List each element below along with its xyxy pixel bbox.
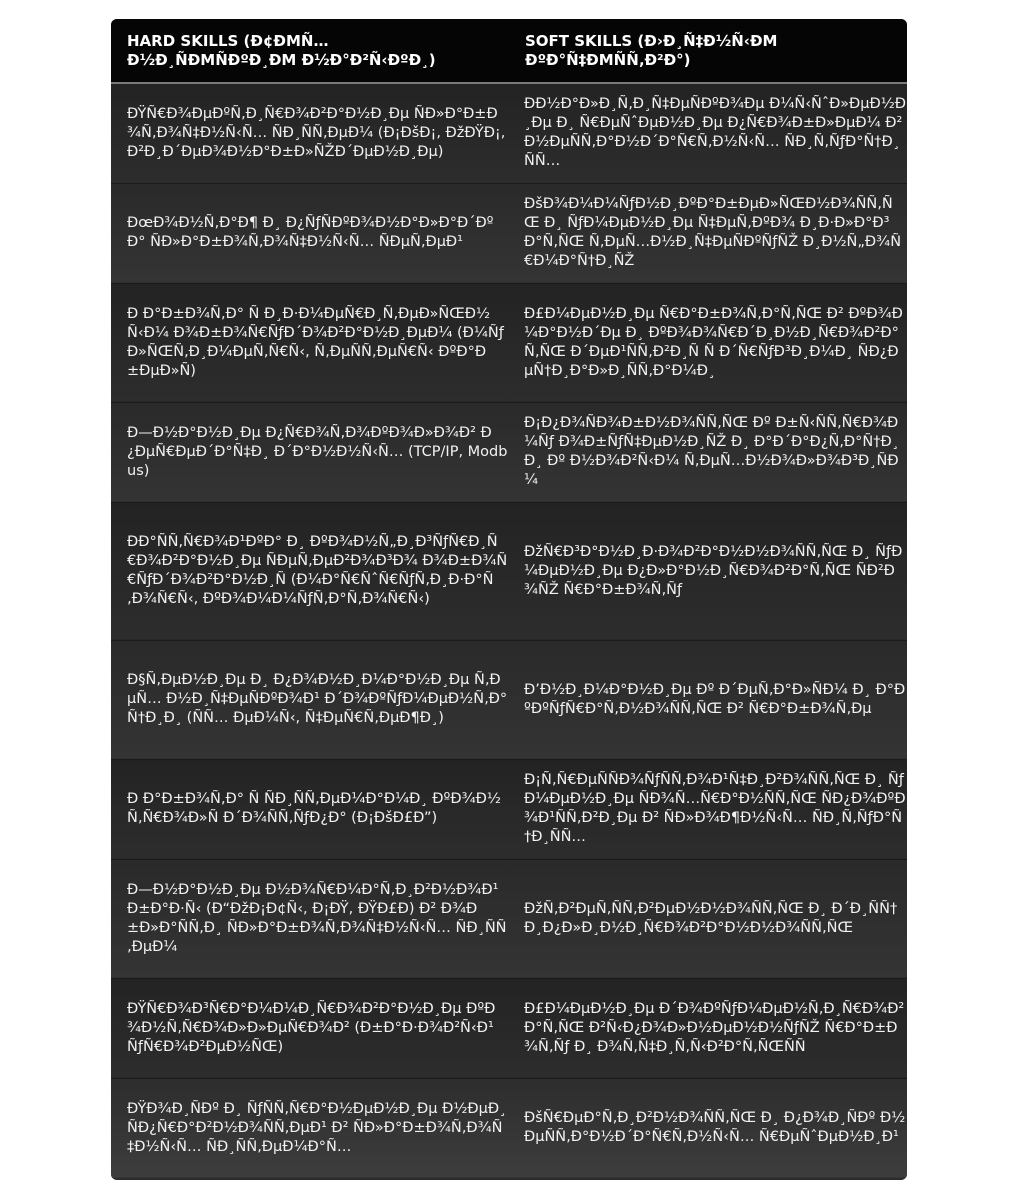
soft-skill-cell: ÐžÑ‚Ð²ÐµÑ‚ÑÑ‚Ð²ÐµÐ½Ð½Ð¾ÑÑ‚ÑŒ Ð¸ Ð´Ð¸ÑÑ†Ð¸Ð¿Ð»Ð¸Ð½Ð¸Ñ€Ð¾Ð²Ð°Ð½Ð½Ð¾ÑÑ‚ÑŒ <box>509 859 907 978</box>
hard-skill-cell: ÐŸÐ¾Ð¸ÑÐº Ð¸ ÑƒÑÑ‚Ñ€Ð°Ð½ÐµÐ½Ð¸Ðµ Ð½ÐµÐ¸ÑÐ¿Ñ€Ð°Ð²Ð½Ð¾ÑÑ‚ÐµÐ¹ Ð² ÑÐ»Ð°Ð±Ð¾Ñ‚Ð¾Ñ‡Ð½Ñ‹Ñ… ÑÐ¸ÑÑ‚ÐµÐ¼Ð°Ñ… <box>111 1078 509 1178</box>
soft-skill-cell: Ð£Ð¼ÐµÐ½Ð¸Ðµ Ð´Ð¾ÐºÑƒÐ¼ÐµÐ½Ñ‚Ð¸Ñ€Ð¾Ð²Ð°Ñ‚ÑŒ Ð²Ñ‹Ð¿Ð¾Ð»Ð½ÐµÐ½Ð½ÑƒÑŽ Ñ€Ð°Ð±Ð¾Ñ‚Ñƒ Ð¸ Ð¾Ñ‚Ñ‡Ð¸Ñ‚Ñ‹Ð²Ð°Ñ‚ÑŒÑÑ <box>509 978 907 1078</box>
hard-skill-cell: Ð Ð°Ð±Ð¾Ñ‚Ð° Ñ ÑÐ¸ÑÑ‚ÐµÐ¼Ð°Ð¼Ð¸ ÐºÐ¾Ð½Ñ‚Ñ€Ð¾Ð»Ñ Ð´Ð¾ÑÑ‚ÑƒÐ¿Ð° (Ð¡ÐšÐ£Ð”) <box>111 759 509 859</box>
hard-skill-cell: ÐŸÑ€Ð¾Ð³Ñ€Ð°Ð¼Ð¼Ð¸Ñ€Ð¾Ð²Ð°Ð½Ð¸Ðµ ÐºÐ¾Ð½Ñ‚Ñ€Ð¾Ð»Ð»ÐµÑ€Ð¾Ð² (Ð±Ð°Ð·Ð¾Ð²Ñ‹Ð¹ ÑƒÑ€Ð¾Ð²ÐµÐ½ÑŒ) <box>111 978 509 1078</box>
soft-skill-cell: ÐžÑ€Ð³Ð°Ð½Ð¸Ð·Ð¾Ð²Ð°Ð½Ð½Ð¾ÑÑ‚ÑŒ Ð¸ ÑƒÐ¼ÐµÐ½Ð¸Ðµ Ð¿Ð»Ð°Ð½Ð¸Ñ€Ð¾Ð²Ð°Ñ‚ÑŒ ÑÐ²Ð¾ÑŽ Ñ€Ð°Ð±Ð¾Ñ‚Ñƒ <box>509 502 907 640</box>
table-row <box>111 1078 907 1178</box>
hard-skill-cell: ÐŸÑ€Ð¾ÐµÐºÑ‚Ð¸Ñ€Ð¾Ð²Ð°Ð½Ð¸Ðµ ÑÐ»Ð°Ð±Ð¾Ñ‚Ð¾Ñ‡Ð½Ñ‹Ñ… ÑÐ¸ÑÑ‚ÐµÐ¼ (Ð¡ÐšÐ¡, ÐžÐŸÐ¡, Ð²Ð¸Ð´ÐµÐ¾Ð½Ð°Ð±Ð»ÑŽÐ´ÐµÐ½Ð¸Ðµ) <box>111 83 509 183</box>
table-row <box>111 759 907 859</box>
soft-skill-cell: Ð¡Ð¿Ð¾ÑÐ¾Ð±Ð½Ð¾ÑÑ‚ÑŒ Ðº Ð±Ñ‹ÑÑ‚Ñ€Ð¾Ð¼Ñƒ Ð¾Ð±ÑƒÑ‡ÐµÐ½Ð¸ÑŽ Ð¸ Ð°Ð´Ð°Ð¿Ñ‚Ð°Ñ†Ð¸Ð¸ Ðº Ð½Ð¾Ð²Ñ‹Ð¼ Ñ‚ÐµÑ…Ð½Ð¾Ð»Ð¾Ð³Ð¸ÑÐ¼ <box>509 402 907 502</box>
table-row <box>111 859 907 978</box>
soft-skill-cell: ÐšÑ€ÐµÐ°Ñ‚Ð¸Ð²Ð½Ð¾ÑÑ‚ÑŒ Ð¸ Ð¿Ð¾Ð¸ÑÐº Ð½ÐµÑÑ‚Ð°Ð½Ð´Ð°Ñ€Ñ‚Ð½Ñ‹Ñ… Ñ€ÐµÑˆÐµÐ½Ð¸Ð¹ <box>509 1078 907 1178</box>
table-row <box>111 283 907 402</box>
hard-skill-cell: Ð Ð°Ð±Ð¾Ñ‚Ð° Ñ Ð¸Ð·Ð¼ÐµÑ€Ð¸Ñ‚ÐµÐ»ÑŒÐ½Ñ‹Ð¼ Ð¾Ð±Ð¾Ñ€ÑƒÐ´Ð¾Ð²Ð°Ð½Ð¸ÐµÐ¼ (Ð¼ÑƒÐ»ÑŒÑ‚Ð¸Ð¼ÐµÑ‚Ñ€Ñ‹, Ñ‚ÐµÑÑ‚ÐµÑ€Ñ‹ ÐºÐ°Ð±ÐµÐ»Ñ) <box>111 283 509 402</box>
table-row <box>111 402 907 502</box>
skills-table <box>111 19 907 1178</box>
skills-table-container <box>111 19 907 1180</box>
table-row <box>111 640 907 759</box>
soft-skill-cell: ÐÐ½Ð°Ð»Ð¸Ñ‚Ð¸Ñ‡ÐµÑÐºÐ¾Ðµ Ð¼Ñ‹ÑˆÐ»ÐµÐ½Ð¸Ðµ Ð¸ Ñ€ÐµÑˆÐµÐ½Ð¸Ðµ Ð¿Ñ€Ð¾Ð±Ð»ÐµÐ¼ Ð² Ð½ÐµÑÑ‚Ð°Ð½Ð´Ð°Ñ€Ñ‚Ð½Ñ‹Ñ… ÑÐ¸Ñ‚ÑƒÐ°Ñ†Ð¸ÑÑ… <box>509 83 907 183</box>
header-soft-skills: SOFT SKILLS (Ð›Ð¸Ñ‡Ð½Ñ‹ÐM ÐºÐ°Ñ‡ÐMÑÑ‚Ð²Ð°) <box>509 19 907 83</box>
soft-skill-cell: ÐšÐ¾Ð¼Ð¼ÑƒÐ½Ð¸ÐºÐ°Ð±ÐµÐ»ÑŒÐ½Ð¾ÑÑ‚ÑŒ Ð¸ ÑƒÐ¼ÐµÐ½Ð¸Ðµ Ñ‡ÐµÑ‚ÐºÐ¾ Ð¸Ð·Ð»Ð°Ð³Ð°Ñ‚ÑŒ Ñ‚ÐµÑ…Ð½Ð¸Ñ‡ÐµÑÐºÑƒÑŽ Ð¸Ð½Ñ„Ð¾Ñ€Ð¼Ð°Ñ†Ð¸ÑŽ <box>509 183 907 283</box>
hard-skill-cell: Ð—Ð½Ð°Ð½Ð¸Ðµ Ð¿Ñ€Ð¾Ñ‚Ð¾ÐºÐ¾Ð»Ð¾Ð² Ð¿ÐµÑ€ÐµÐ´Ð°Ñ‡Ð¸ Ð´Ð°Ð½Ð½Ñ‹Ñ… (TCP/IP, Modbus) <box>111 402 509 502</box>
soft-skill-cell: Ð’Ð½Ð¸Ð¼Ð°Ð½Ð¸Ðµ Ðº Ð´ÐµÑ‚Ð°Ð»ÑÐ¼ Ð¸ Ð°ÐºÐºÑƒÑ€Ð°Ñ‚Ð½Ð¾ÑÑ‚ÑŒ Ð² Ñ€Ð°Ð±Ð¾Ñ‚Ðµ <box>509 640 907 759</box>
table-row <box>111 83 907 183</box>
table-row <box>111 183 907 283</box>
hard-skill-cell: Ð§Ñ‚ÐµÐ½Ð¸Ðµ Ð¸ Ð¿Ð¾Ð½Ð¸Ð¼Ð°Ð½Ð¸Ðµ Ñ‚ÐµÑ… Ð½Ð¸Ñ‡ÐµÑÐºÐ¾Ð¹ Ð´Ð¾ÐºÑƒÐ¼ÐµÐ½Ñ‚Ð°Ñ†Ð¸Ð¸ (ÑÑ… ÐµÐ¼Ñ‹, Ñ‡ÐµÑ€Ñ‚ÐµÐ¶Ð¸) <box>111 640 509 759</box>
soft-skill-cell: Ð£Ð¼ÐµÐ½Ð¸Ðµ Ñ€Ð°Ð±Ð¾Ñ‚Ð°Ñ‚ÑŒ Ð² ÐºÐ¾Ð¼Ð°Ð½Ð´Ðµ Ð¸ ÐºÐ¾Ð¾Ñ€Ð´Ð¸Ð½Ð¸Ñ€Ð¾Ð²Ð°Ñ‚ÑŒ Ð´ÐµÐ¹ÑÑ‚Ð²Ð¸Ñ Ñ Ð´Ñ€ÑƒÐ³Ð¸Ð¼Ð¸ ÑÐ¿ÐµÑ†Ð¸Ð°Ð»Ð¸ÑÑ‚Ð°Ð¼Ð¸ <box>509 283 907 402</box>
soft-skill-cell: Ð¡Ñ‚Ñ€ÐµÑÑÐ¾ÑƒÑÑ‚Ð¾Ð¹Ñ‡Ð¸Ð²Ð¾ÑÑ‚ÑŒ Ð¸ ÑƒÐ¼ÐµÐ½Ð¸Ðµ ÑÐ¾Ñ…Ñ€Ð°Ð½ÑÑ‚ÑŒ ÑÐ¿Ð¾ÐºÐ¾Ð¹ÑÑ‚Ð²Ð¸Ðµ Ð² ÑÐ»Ð¾Ð¶Ð½Ñ‹Ñ… ÑÐ¸Ñ‚ÑƒÐ°Ñ†Ð¸ÑÑ… <box>509 759 907 859</box>
header-hard-skills: HARD SKILLS (Ð¢ÐMÑ… Ð½Ð¸ÑÐMÑÐºÐ¸ÐM Ð½Ð°Ð²Ñ‹ÐºÐ¸) <box>111 19 509 83</box>
table-row <box>111 502 907 640</box>
hard-skill-cell: Ð—Ð½Ð°Ð½Ð¸Ðµ Ð½Ð¾Ñ€Ð¼Ð°Ñ‚Ð¸Ð²Ð½Ð¾Ð¹ Ð±Ð°Ð·Ñ‹ (Ð“ÐžÐ¡Ð¢Ñ‹, Ð¡ÐŸ, ÐŸÐ£Ð) Ð² Ð¾Ð±Ð»Ð°ÑÑ‚Ð¸ ÑÐ»Ð°Ð±Ð¾Ñ‚Ð¾Ñ‡Ð½Ñ‹Ñ… ÑÐ¸ÑÑ‚ÐµÐ¼ <box>111 859 509 978</box>
hard-skill-cell: ÐœÐ¾Ð½Ñ‚Ð°Ð¶ Ð¸ Ð¿ÑƒÑÐºÐ¾Ð½Ð°Ð»Ð°Ð´ÐºÐ° ÑÐ»Ð°Ð±Ð¾Ñ‚Ð¾Ñ‡Ð½Ñ‹Ñ… ÑÐµÑ‚ÐµÐ¹ <box>111 183 509 283</box>
table-header-row <box>111 19 907 83</box>
table-row <box>111 978 907 1078</box>
hard-skill-cell: ÐÐ°ÑÑ‚Ñ€Ð¾Ð¹ÐºÐ° Ð¸ ÐºÐ¾Ð½Ñ„Ð¸Ð³ÑƒÑ€Ð¸Ñ€Ð¾Ð²Ð°Ð½Ð¸Ðµ ÑÐµÑ‚ÐµÐ²Ð¾Ð³Ð¾ Ð¾Ð±Ð¾Ñ€ÑƒÐ´Ð¾Ð²Ð°Ð½Ð¸Ñ (Ð¼Ð°Ñ€ÑˆÑ€ÑƒÑ‚Ð¸Ð·Ð°Ñ‚Ð¾Ñ€Ñ‹, ÐºÐ¾Ð¼Ð¼ÑƒÑ‚Ð°Ñ‚Ð¾Ñ€Ñ‹) <box>111 502 509 640</box>
